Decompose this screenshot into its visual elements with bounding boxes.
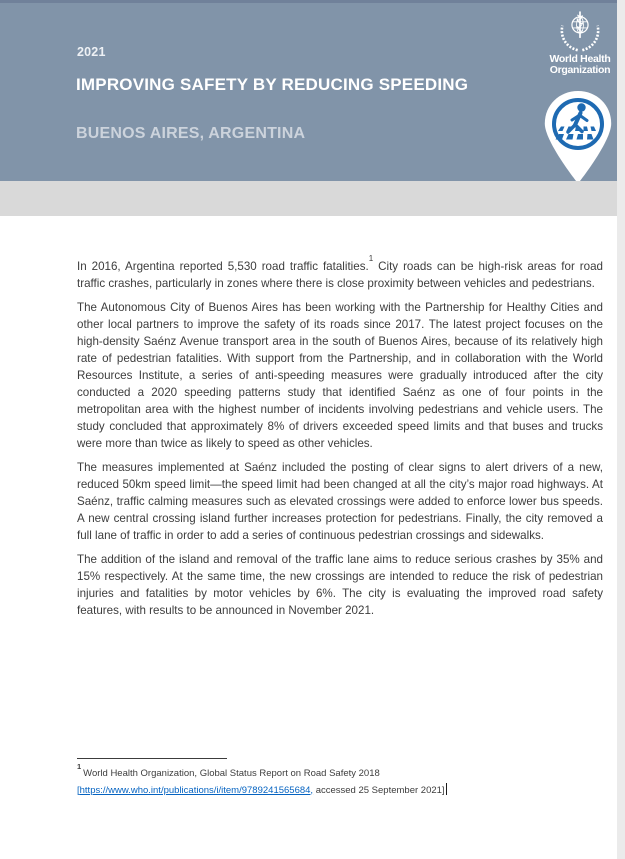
footnote <box>77 758 603 799</box>
footnote-link-line <box>77 783 603 800</box>
footnote-marker: 1 <box>77 761 82 771</box>
text-cursor <box>446 783 447 795</box>
divider-band <box>0 181 617 216</box>
paragraph-measures: The measures implemented at Saénz included the posting of clear signs to alert drivers of a new, reduced 50km speed limit—the speed limit had been changed at all the city’s major road highways. At Saénz, traffic calming measures such as elevated crossings were added to enforce lower bus speeds. A new central crossing island further increases protection for pedestrians. Finally, the city removed a full lane of traffic in order to add a series of continuous pedestrian crossings and sidewalks. <box>77 461 603 542</box>
footnote-reference-text: World Health Organization, Global Status Report on Road Safety 2018 <box>83 768 380 779</box>
paragraph-intro-text: In 2016, Argentina reported 5,530 road traffic fatalities. <box>77 260 369 273</box>
paragraph-impact: The addition of the island and removal of the traffic lane aims to reduce serious crashes by 35% and 15% respectively. At the same time, the new crossings are intended to reduce the risk of pedestrian injuries and fatalities by motor vehicles by 6%. The city is evaluating the improved road safety features, with results to be announced in November 2021. <box>77 553 603 617</box>
paragraph-intro <box>77 254 603 292</box>
pedestrian-crossing-pin-icon <box>544 91 612 184</box>
body-content <box>0 216 617 626</box>
page-subtitle: BUENOS AIRES, ARGENTINA <box>76 125 306 142</box>
footnote-separator <box>77 758 227 759</box>
footnote-reference-line <box>77 761 603 783</box>
who-logo-text-line1: World Health <box>549 53 611 65</box>
footnote-ref-superscript: 1 <box>368 254 374 264</box>
report-year: 2021 <box>77 45 106 59</box>
footnote-link[interactable]: [https://www.who.int/publications/i/item/9789241565684, <box>77 784 314 796</box>
paragraph-project: The Autonomous City of Buenos Aires has been working with the Partnership for Healthy Cities and other local partners to improve the safety of its roads since 2017. The latest project focuses on the high-density Saénz Avenue transport area in the south of Buenos Aires, because of its relatively high rate of pedestrian fatalities. With support from the Partnership, and in collaboration with the World Resources Institute, a series of anti-speeding measures were gradually introduced after the city conducted a 2020 speeding patterns study that identified Saénz as one of four points in the metropolitan area with the highest number of incidents involving pedestrians and vehicle users. The study concluded that approximately 8% of drivers exceeded speed limits and that buses and trucks were more than twice as likely to speed as other vehicles. <box>77 301 603 450</box>
who-emblem-icon <box>546 9 614 53</box>
paragraph-intro-text-cont: City roads can be high-risk areas for road traffic crashes, particularly in zones where there is close proximity between vehicles and pedestrians. <box>77 260 603 290</box>
who-logo-text-line2: Organization <box>549 64 611 76</box>
footnote-link-suffix: accessed 25 September 2021] <box>313 784 445 796</box>
who-logo <box>546 9 614 76</box>
page-title: IMPROVING SAFETY BY REDUCING SPEEDING <box>76 75 469 94</box>
hero-header <box>0 0 617 181</box>
